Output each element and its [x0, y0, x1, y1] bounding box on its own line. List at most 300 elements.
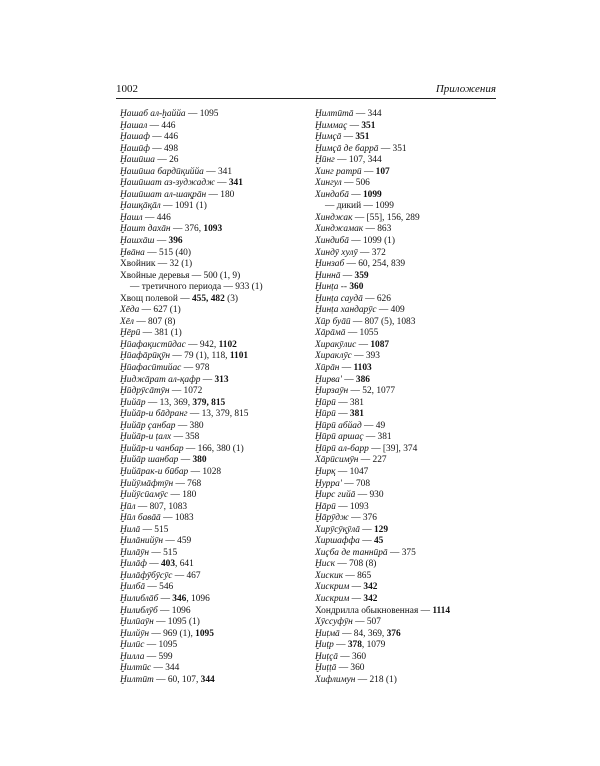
- entry-pages: —: [154, 236, 169, 247]
- index-column-left: [120, 109, 295, 686]
- entry-main-page: 360: [349, 282, 364, 293]
- entry-term: Ḫашқāқāл: [120, 201, 161, 212]
- header-rule: [116, 98, 496, 99]
- index-entry: [315, 259, 495, 271]
- entry-pages: — 599: [144, 651, 173, 662]
- entry-pages: , 641: [175, 559, 194, 570]
- entry-pages: — 409: [376, 305, 405, 316]
- entry-pages: — 1047: [335, 466, 369, 477]
- entry-main-page: 1101: [229, 351, 249, 362]
- entry-pages: — 459: [163, 536, 192, 547]
- entry-main-page: 380: [192, 455, 207, 466]
- entry-pages: — 79 (1), 118,: [170, 351, 230, 362]
- index-entry: [315, 213, 495, 225]
- index-entry: [315, 409, 495, 421]
- entry-term: Ḫинṭа саудā: [315, 293, 363, 304]
- entry-main-page: 376: [386, 628, 401, 639]
- entry-pages: —: [348, 189, 363, 200]
- index-entry: [315, 144, 495, 156]
- entry-pages: — 507: [352, 617, 381, 628]
- entry-pages: — 930: [355, 490, 384, 501]
- entry-term: Ḫилā: [120, 524, 141, 535]
- entry-pages: — 708 (8): [335, 559, 377, 570]
- index-entry: [120, 409, 295, 421]
- entry-term: Ḫашаф: [120, 132, 150, 143]
- index-entry: [120, 201, 295, 213]
- entry-pages: — 506: [341, 178, 370, 189]
- entry-pages: — 393: [351, 351, 380, 362]
- entry-main-page: 313: [214, 374, 229, 385]
- index-entry: [315, 606, 495, 618]
- entry-term: Ḫинṭа: [315, 282, 339, 293]
- entry-pages: — 360: [336, 663, 365, 674]
- entry-pages: — 376: [348, 513, 377, 524]
- entry-term: Ḫӣл: [120, 501, 136, 512]
- entry-main-page: 342: [363, 593, 378, 604]
- index-entry: [120, 398, 295, 410]
- index-entry: [315, 109, 495, 121]
- entry-term: Ḫиннā: [315, 270, 341, 281]
- entry-term: Ḫӣл бавāā: [120, 513, 161, 524]
- entry-pages: — 372: [357, 247, 386, 258]
- entry-term: Ḫӣрӣ: [315, 409, 336, 420]
- entry-term: Хискрим: [315, 582, 350, 593]
- index-entry: [315, 594, 495, 606]
- index-entry: [315, 617, 495, 629]
- entry-term: Ḫиṭçā: [315, 651, 338, 662]
- entry-term: Ḫирс гийā: [315, 490, 356, 501]
- entry-pages: — 446: [147, 120, 176, 131]
- index-entry: [120, 548, 295, 560]
- entry-pages: —: [333, 640, 348, 651]
- entry-pages: — 13, 369,: [145, 397, 193, 408]
- entry-term: Хиндӯ хулӯ: [315, 247, 358, 258]
- index-entry: [315, 559, 495, 571]
- entry-term: Ḫилāӯн: [120, 547, 150, 558]
- index-entry: [120, 282, 295, 294]
- entry-pages: — 32 (1): [155, 259, 193, 270]
- entry-term: Ḫиṭмā: [315, 628, 340, 639]
- entry-pages: —: [361, 166, 376, 177]
- index-entry: [120, 132, 295, 144]
- index-entry: [120, 109, 295, 121]
- entry-term: Ḫиммаç: [315, 120, 348, 131]
- entry-pages: — 969 (1),: [149, 628, 196, 639]
- entry-term: Ḫимçā: [315, 132, 342, 143]
- index-entry: [120, 351, 295, 363]
- entry-main-page: 1103: [353, 363, 372, 374]
- index-entry: [120, 444, 295, 456]
- entry-term: Ḫилтӣс: [120, 663, 152, 674]
- index-entry: [120, 617, 295, 629]
- index-entry: [120, 259, 295, 271]
- entry-main-page: 1114: [432, 605, 451, 616]
- index-entry: [315, 305, 495, 317]
- entry-term: Ḫилиблӯб: [120, 605, 158, 616]
- index-entry: [315, 155, 495, 167]
- entry-pages: — 1099 (1): [348, 236, 395, 247]
- index-entry: [315, 571, 495, 583]
- index-entry: [120, 640, 295, 652]
- entry-main-page: 342: [363, 582, 378, 593]
- entry-term: Ḫашӣф: [120, 143, 150, 154]
- index-entry: [120, 663, 295, 675]
- entry-main-page: 351: [355, 132, 370, 143]
- entry-pages: — 500 (1, 9): [189, 270, 241, 281]
- entry-pages: — 807 (8): [133, 316, 176, 327]
- entry-term: Ḫашал: [120, 120, 148, 131]
- entry-term: Ḫилла: [120, 651, 145, 662]
- entry-term: Ḫийāр: [120, 397, 146, 408]
- entry-term: Ḫӣафақистӣдас: [120, 339, 186, 350]
- index-entry: [315, 248, 495, 260]
- index-entry: [120, 432, 295, 444]
- index-entry: [315, 340, 495, 352]
- entry-term: Хиндабā: [315, 189, 349, 200]
- entry-pages: — 344: [353, 109, 382, 119]
- entry-pages: —: [418, 605, 433, 616]
- index-entry: [120, 559, 295, 571]
- entry-term: Хиндибā: [315, 236, 349, 247]
- entry-pages: — 708: [341, 478, 371, 489]
- entry-term: Хēда: [120, 305, 140, 316]
- index-entry: [315, 132, 495, 144]
- entry-pages: —: [335, 409, 350, 420]
- entry-term: Хвойник: [120, 259, 156, 270]
- entry-term: Ḫӣрӣ ал-барр: [315, 443, 369, 454]
- entry-term: Ḫийāр-и бāдранг: [120, 409, 188, 420]
- entry-pages: — 1083: [160, 513, 194, 524]
- entry-pages: — 376,: [170, 224, 204, 235]
- entry-pages: — 107, 344: [334, 155, 382, 166]
- entry-term: Ḫашӣша: [120, 155, 155, 166]
- entry-pages: — 1095: [185, 109, 219, 119]
- entry-main-page: 386: [355, 374, 370, 385]
- entry-pages: — 446: [149, 132, 179, 143]
- entry-main-page: 1102: [218, 339, 237, 350]
- entry-pages: —: [214, 178, 229, 189]
- entry-pages: — 13, 379, 815: [187, 409, 249, 420]
- entry-pages: — 60, 254, 839: [344, 259, 406, 270]
- entry-term: Ḫӣдрӯсāтӯн: [120, 386, 170, 397]
- entry-term: Ḫвāна: [120, 247, 145, 258]
- entry-pages: —: [178, 455, 193, 466]
- entry-pages: — 978: [181, 363, 210, 374]
- entry-pages: — 49: [361, 420, 386, 431]
- index-entry: [120, 167, 295, 179]
- entry-pages: — 1095: [144, 640, 178, 651]
- entry-main-page: 379, 815: [192, 397, 226, 408]
- entry-term: Ḫӣрӣ аршаҫ: [315, 432, 364, 443]
- index-entry: [120, 328, 295, 340]
- index-entry: [315, 525, 495, 537]
- index-entry: [120, 340, 295, 352]
- entry-term: Ḫийāрак-и бӣбар: [120, 466, 189, 477]
- index-entry: [315, 317, 495, 329]
- index-entry: [315, 328, 495, 340]
- index-entry: [120, 629, 295, 641]
- entry-term: Хиçба де таннӣрā: [315, 547, 388, 558]
- entry-term: Хискрим: [315, 593, 350, 604]
- index-entry: [315, 490, 495, 502]
- entry-term: Хвойные деревья: [120, 270, 190, 281]
- index-entry: [315, 502, 495, 514]
- entry-term: Хиршаффа: [315, 536, 360, 547]
- entry-main-page: 45: [373, 536, 384, 547]
- entry-term: Ḫашхāш: [120, 236, 155, 247]
- index-entry: [315, 421, 495, 433]
- index-entry: [120, 224, 295, 236]
- entry-pages: —: [177, 293, 192, 304]
- entry-pages: — 807 (5), 1083: [350, 316, 416, 327]
- entry-term: — третичного периода: [130, 282, 222, 293]
- entry-term: Хингул: [315, 178, 342, 189]
- entry-term: Хвощ полевой: [120, 293, 178, 304]
- index-entry: [315, 363, 495, 375]
- entry-term: Ḫийāр ҫанбар: [120, 420, 176, 431]
- entry-main-page: 1095: [195, 628, 214, 639]
- entry-pages: — 1055: [345, 328, 379, 339]
- entry-pages: —: [349, 582, 364, 593]
- entry-pages: — 180: [206, 189, 235, 200]
- entry-pages: —: [339, 363, 354, 374]
- entry-main-page: 381: [349, 409, 364, 420]
- index-entry: [315, 236, 495, 248]
- entry-pages: — 166, 380 (1): [183, 443, 244, 454]
- entry-main-page: 1093: [203, 224, 223, 235]
- index-entry: [120, 421, 295, 433]
- entry-main-page: 344: [200, 674, 215, 685]
- index-entry: [120, 675, 295, 687]
- entry-term: Ḫӣрӣ: [315, 397, 336, 408]
- entry-pages: — 358: [171, 432, 200, 443]
- entry-term: Ḫилйӯн: [120, 628, 150, 639]
- entry-main-page: 346: [172, 593, 187, 604]
- entry-term: Ḫӣафасӣтийас: [120, 363, 182, 374]
- index-entry: [120, 467, 295, 479]
- entry-pages: —: [356, 339, 371, 350]
- running-header: [116, 83, 496, 99]
- entry-pages: —: [158, 593, 173, 604]
- entry-term: Ḫурра': [315, 478, 342, 489]
- entry-term: Хондрилла обыкновенная: [315, 605, 419, 616]
- entry-term: Хӯссуфӯн: [315, 617, 353, 628]
- entry-main-page: 396: [168, 236, 183, 247]
- index-entry: [315, 582, 495, 594]
- entry-pages: — 52, 1077: [348, 386, 396, 397]
- index-entry: [120, 582, 295, 594]
- index-entry: [315, 224, 495, 236]
- entry-pages: — 768: [173, 478, 202, 489]
- entry-term: Ḫӣрӣ абйад: [315, 420, 362, 431]
- entry-pages: — 446: [142, 212, 171, 223]
- index-entry: [120, 236, 295, 248]
- entry-term: Хирӯсӯқӯлā: [315, 524, 360, 535]
- index-entry: [315, 536, 495, 548]
- index-entry: [315, 294, 495, 306]
- entry-term: Ḫиск: [315, 559, 336, 570]
- entry-pages: — 375: [387, 547, 416, 558]
- entry-pages: —: [200, 374, 215, 385]
- entry-main-page: 341: [228, 178, 243, 189]
- entry-term: Ḫилбā: [120, 582, 146, 593]
- entry-term: Хискик: [315, 570, 344, 581]
- entry-term: Ḫирзаӯн: [315, 386, 349, 397]
- index-entry: [315, 375, 495, 387]
- index-entry: [120, 271, 295, 283]
- entry-term: Ḫашт дахāн: [120, 224, 171, 235]
- index-entry: [315, 282, 495, 294]
- entry-term: Хираклӯс: [315, 351, 352, 362]
- entry-main-page: 107: [375, 166, 390, 177]
- entry-pages: — 227: [358, 455, 387, 466]
- entry-pages: — 381: [363, 432, 392, 443]
- index-entry: [120, 606, 295, 618]
- index-entry: [315, 167, 495, 179]
- entry-term: Хӣр буāӣ: [315, 316, 351, 327]
- entry-pages: — 626: [362, 293, 391, 304]
- index-entry: [315, 432, 495, 444]
- index-entry: [120, 155, 295, 167]
- entry-pages: — 351: [378, 143, 407, 154]
- entry-pages: — 942,: [185, 339, 219, 350]
- entry-pages: — 515 (40): [144, 247, 191, 258]
- entry-term: — дикий: [325, 201, 362, 212]
- entry-term: Хāрāмā: [315, 328, 346, 339]
- index-entry: [315, 663, 495, 675]
- index-entry: [120, 305, 295, 317]
- index-entry: [315, 121, 495, 133]
- running-title: Приложения: [435, 83, 496, 95]
- index-entry: [315, 386, 495, 398]
- entry-term: Хинг ратрӣ: [315, 166, 362, 177]
- entry-main-page: 129: [373, 524, 389, 535]
- entry-main-page: 378: [347, 640, 362, 651]
- index-column-right: [315, 109, 495, 686]
- index-entry: [315, 675, 495, 687]
- entry-term: Ḫиṭр: [315, 640, 334, 651]
- entry-term: Ḫинзаб: [315, 259, 345, 270]
- entry-term: Ḫинṭа хандарӯс: [315, 305, 377, 316]
- index-entry: [315, 444, 495, 456]
- index-entry: [315, 479, 495, 491]
- entry-pages: — 1099: [361, 201, 394, 212]
- entry-term: Ḫашӣшат аз-зуджадж: [120, 178, 215, 189]
- index-entry: [120, 375, 295, 387]
- entry-pages: — 807, 1083: [135, 501, 188, 512]
- entry-term: Ḫилтӣт: [120, 674, 154, 685]
- entry-term: Ḫӣафāрӣқӯн: [120, 351, 171, 362]
- index-entry: [120, 190, 295, 202]
- entry-pages: — 26: [155, 155, 179, 166]
- entry-term: Хинджак: [315, 212, 353, 223]
- entry-term: Ḫилāф: [120, 559, 147, 570]
- entry-pages: — 467: [172, 570, 201, 581]
- entry-term: Ḫиṭṭā: [315, 663, 337, 674]
- entry-pages: —: [349, 593, 364, 604]
- entry-pages: —: [359, 536, 374, 547]
- index-entry: [120, 594, 295, 606]
- entry-main-page: 1087: [370, 339, 390, 350]
- entry-main-page: 351: [361, 120, 376, 131]
- index-entry: [120, 386, 295, 398]
- index-entry: [315, 178, 495, 190]
- entry-term: Ḫимçā де баррā: [315, 143, 379, 154]
- entry-pages: — 1093: [335, 501, 369, 512]
- entry-pages: — 498: [149, 143, 179, 154]
- entry-pages: , 1096: [186, 593, 210, 604]
- index-entry: [315, 455, 495, 467]
- entry-term: Ḫӣнг: [315, 155, 335, 166]
- entry-pages: --: [338, 282, 350, 293]
- entry-pages: — 865: [343, 570, 372, 581]
- entry-pages: — 1072: [169, 386, 203, 397]
- index-entry: [120, 525, 295, 537]
- entry-pages: — 627 (1): [139, 305, 181, 316]
- entry-term: Хēл: [120, 316, 134, 327]
- entry-term: Ḫийāр шанбар: [120, 455, 179, 466]
- entry-pages: — 515: [149, 547, 178, 558]
- index-entry: [120, 536, 295, 548]
- entry-term: Хифлимун: [315, 674, 356, 685]
- entry-main-page: 403: [160, 559, 176, 570]
- entry-pages: (3): [224, 293, 239, 304]
- entry-pages: — 1096: [157, 605, 191, 616]
- entry-pages: — 381 (1): [140, 328, 182, 339]
- entry-term: Ḫийāр-и чанбар: [120, 443, 184, 454]
- index-entry: [315, 398, 495, 410]
- index-entry: [315, 513, 495, 525]
- entry-term: Ḫилиблāб: [120, 593, 159, 604]
- entry-term: Ḫилӣаӯн: [120, 617, 154, 628]
- index-entry: [120, 363, 295, 375]
- entry-main-page: 1099: [362, 189, 382, 200]
- index-entry: [120, 144, 295, 156]
- index-entry: [315, 351, 495, 363]
- entry-pages: — [39], 374: [368, 443, 418, 454]
- entry-pages: —: [347, 120, 362, 131]
- entry-term: Хиракӯлис: [315, 339, 357, 350]
- entry-term: Ḫийӯсӣамӯс: [120, 490, 169, 501]
- entry-pages: — 344: [151, 663, 180, 674]
- entry-term: Ḫилāнийӯн: [120, 536, 164, 547]
- entry-term: Ḫилӣс: [120, 640, 145, 651]
- entry-pages: — 360: [337, 651, 367, 662]
- index-entry: [315, 548, 495, 560]
- entry-term: Ḫиджāрат ал-қафр: [120, 374, 201, 385]
- entry-pages: —: [341, 132, 356, 143]
- entry-pages: — [55], 156, 289: [352, 212, 420, 223]
- entry-term: Ḫашӣшат ал-шақрāн: [120, 189, 207, 200]
- index-entry: [120, 121, 295, 133]
- index-entry: [120, 455, 295, 467]
- entry-pages: — 1095 (1): [153, 617, 200, 628]
- entry-pages: — 341: [203, 166, 232, 177]
- index-entry: [120, 317, 295, 329]
- entry-term: Ḫийӯмāфтӯн: [120, 478, 174, 489]
- entry-pages: —: [146, 559, 161, 570]
- entry-pages: — 60, 107,: [153, 674, 201, 685]
- index-entry: [120, 213, 295, 225]
- index-entry: [315, 652, 495, 664]
- entry-term: Ḫилтӣтā: [315, 109, 354, 119]
- entry-pages: — 381: [335, 397, 364, 408]
- index-entry: [120, 513, 295, 525]
- entry-term: Хӣрāн: [315, 363, 340, 374]
- entry-pages: —: [341, 374, 356, 385]
- entry-pages: , 1079: [361, 640, 386, 651]
- entry-pages: —: [359, 524, 374, 535]
